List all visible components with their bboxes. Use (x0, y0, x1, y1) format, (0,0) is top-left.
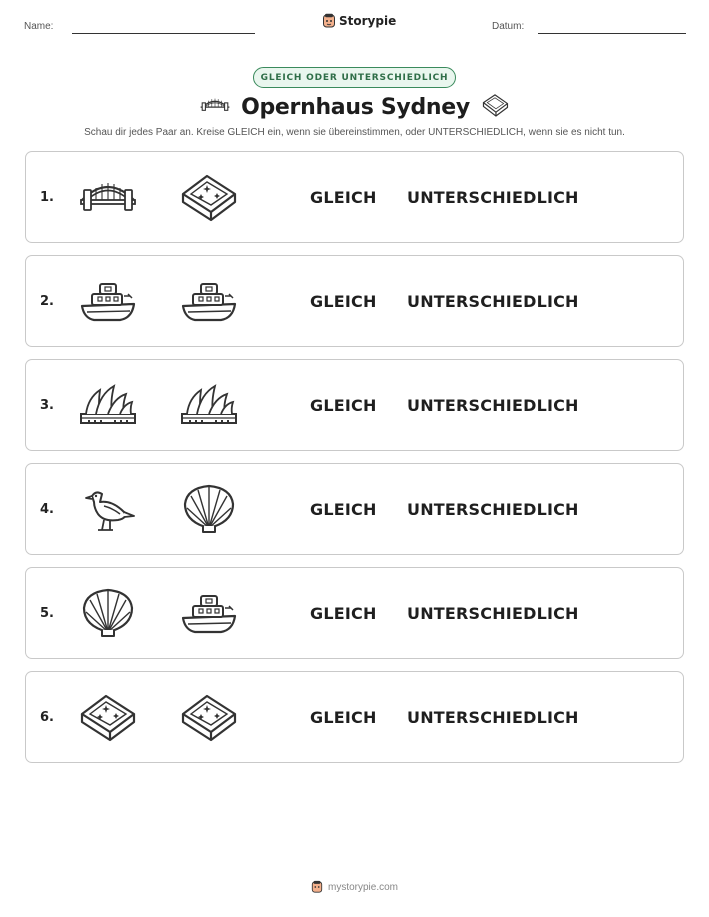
question-card (25, 671, 684, 763)
brand-name: Storypie (339, 14, 397, 28)
option-different[interactable]: UNTERSCHIEDLICH (407, 396, 579, 415)
opera-house-icon (179, 378, 239, 434)
date-label: Datum: (492, 21, 525, 32)
tile-icon (179, 170, 239, 226)
option-different[interactable]: UNTERSCHIEDLICH (407, 292, 579, 311)
question-card (25, 151, 684, 243)
question-card (25, 359, 684, 451)
ferry-icon (179, 586, 239, 642)
date-line[interactable] (538, 33, 686, 34)
option-different[interactable]: UNTERSCHIEDLICH (407, 500, 579, 519)
tile-icon (179, 690, 239, 746)
name-line[interactable] (72, 33, 255, 34)
option-same[interactable]: GLEICH (310, 708, 377, 727)
question-number: 3. (40, 398, 54, 413)
question-number: 6. (40, 710, 54, 725)
question-number: 1. (40, 190, 54, 205)
question-number: 5. (40, 606, 54, 621)
storypie-mascot-icon (322, 13, 336, 29)
seagull-icon (78, 482, 138, 538)
storypie-mascot-icon (311, 880, 323, 894)
footer (0, 880, 709, 894)
question-card (25, 567, 684, 659)
question-card (25, 463, 684, 555)
ferry-icon (78, 274, 138, 330)
option-different[interactable]: UNTERSCHIEDLICH (407, 188, 579, 207)
bridge-icon (78, 170, 138, 226)
option-same[interactable]: GLEICH (310, 604, 377, 623)
opera-house-icon (78, 378, 138, 434)
question-number: 2. (40, 294, 54, 309)
worksheet-type-badge: GLEICH ODER UNTERSCHIEDLICH (253, 67, 456, 88)
bridge-icon (199, 94, 231, 121)
option-same[interactable]: GLEICH (310, 188, 377, 207)
title-row (0, 93, 709, 122)
question-number: 4. (40, 502, 54, 517)
question-card (25, 255, 684, 347)
instructions: Schau dir jedes Paar an. Kreise GLEICH ein, wenn sie übereinstimmen, oder UNTERSCHIEDLICH, wenn sie es nicht tun. (84, 127, 625, 138)
shell-icon (78, 586, 138, 642)
option-different[interactable]: UNTERSCHIEDLICH (407, 604, 579, 623)
name-label: Name: (24, 21, 54, 32)
storypie-logo (322, 13, 396, 29)
option-different[interactable]: UNTERSCHIEDLICH (407, 708, 579, 727)
tile-icon (78, 690, 138, 746)
ferry-icon (179, 274, 239, 330)
option-same[interactable]: GLEICH (310, 292, 377, 311)
shell-icon (179, 482, 239, 538)
tile-icon (480, 93, 510, 122)
footer-url[interactable]: mystorypie.com (327, 881, 398, 893)
option-same[interactable]: GLEICH (310, 396, 377, 415)
page-title: Opernhaus Sydney (241, 95, 470, 120)
option-same[interactable]: GLEICH (310, 500, 377, 519)
